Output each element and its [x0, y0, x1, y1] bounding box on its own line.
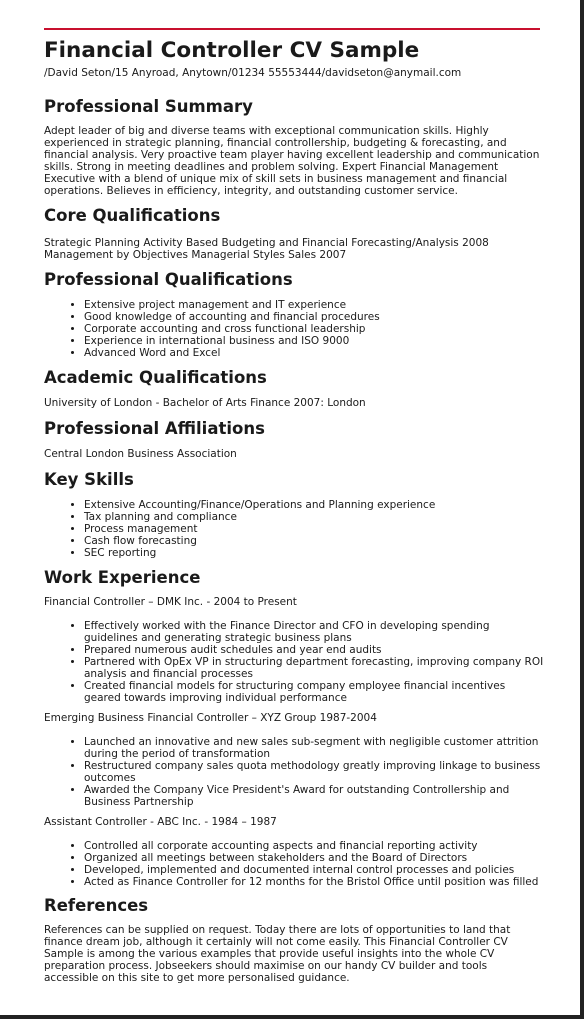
list-item: • SEC reporting — [84, 547, 544, 559]
job-title: Assistant Controller - ABC Inc. - 1984 – 1987 — [44, 816, 277, 828]
references-text: References can be supplied on request. Today there are lots of opportunities to land that finance dream job, although it certainly will not come easily. This Financial Controller CV Sample is among the various examples that provide useful insights into the whole CV preparation process. Jobseekers should maximise on our handy CV builder and tools accessible on this site to get more personalised guidance. — [44, 924, 511, 984]
references-heading: References — [44, 896, 149, 915]
prof-quals-list — [44, 299, 544, 359]
summary-heading: Professional Summary — [44, 97, 253, 116]
skills-heading: Key Skills — [44, 470, 134, 489]
academic-heading: Academic Qualifications — [44, 368, 267, 387]
list-item: • Acted as Finance Controller for 12 months for the Bristol Office until position was filled — [84, 876, 544, 888]
affiliations-heading: Professional Affiliations — [44, 419, 265, 438]
list-item: • Extensive project management and IT experience — [84, 299, 544, 311]
list-item: • Process management — [84, 523, 544, 535]
work-heading: Work Experience — [44, 568, 201, 587]
list-item: • Restructured company sales quota methodology greatly improving linkage to business outcomes — [84, 760, 544, 784]
list-item: • Developed, implemented and documented internal control processes and policies — [84, 864, 544, 876]
list-item: • Good knowledge of accounting and financial procedures — [84, 311, 544, 323]
summary-section — [44, 96, 544, 197]
skills-list — [44, 499, 544, 559]
list-item: • Launched an innovative and new sales sub-segment with negligible customer attrition during the period of transformation — [84, 736, 544, 760]
core-section — [44, 205, 544, 261]
cv-title: Financial Controller CV Sample — [44, 38, 420, 63]
prof-quals-heading: Professional Qualifications — [44, 270, 293, 289]
contact-line: /David Seton/15 Anyroad, Anytown/01234 55553444/davidseton@anymail.com — [44, 67, 462, 79]
academic-section — [44, 367, 544, 409]
list-item: • Created financial models for structuring company employee financial incentives geared towards improving individual performance — [84, 680, 544, 704]
list-item: • Tax planning and compliance — [84, 511, 544, 523]
job-duties-list — [44, 620, 544, 704]
header-rule — [44, 28, 540, 30]
academic-text: University of London - Bachelor of Arts Finance 2007: London — [44, 397, 366, 409]
job-duties-list — [44, 736, 544, 808]
core-text: Strategic Planning Activity Based Budgeting and Financial Forecasting/Analysis 2008 Management by Objectives Managerial Styles Sales 2007 — [44, 237, 489, 261]
references-section — [44, 895, 544, 984]
list-item: • Controlled all corporate accounting aspects and financial reporting activity — [84, 840, 544, 852]
affiliations-text: Central London Business Association — [44, 448, 237, 460]
list-item: • Prepared numerous audit schedules and year end audits — [84, 644, 544, 656]
job-title: Emerging Business Financial Controller – XYZ Group 1987-2004 — [44, 712, 377, 724]
affiliations-section — [44, 418, 544, 460]
list-item: • Partnered with OpEx VP in structuring department forecasting, improving company ROI analysis and financial processes — [84, 656, 544, 680]
work-section — [44, 567, 544, 888]
summary-text: Adept leader of big and diverse teams with exceptional communication skills. Highly experienced in strategic planning, financial controllership, budgeting & forecasting, and financial analysis. Very proactive team player having excellent leadership and communication skills. Strong in meeting deadlines and problem solving. Expert Financial Management Executive with a blend of unique mix of skill sets in business management and financial operations. Believes in efficiency, integrity, and outstanding customer service. — [44, 125, 540, 197]
prof-quals-section — [44, 269, 544, 359]
list-item: • Experience in international business and ISO 9000 — [84, 335, 544, 347]
list-item: • Extensive Accounting/Finance/Operations and Planning experience — [84, 499, 544, 511]
list-item: • Awarded the Company Vice President's Award for outstanding Controllership and Business Partnership — [84, 784, 544, 808]
job-title: Financial Controller – DMK Inc. - 2004 to Present — [44, 596, 297, 608]
list-item: • Organized all meetings between stakeholders and the Board of Directors — [84, 852, 544, 864]
core-heading: Core Qualifications — [44, 206, 221, 225]
list-item: • Effectively worked with the Finance Director and CFO in developing spending guidelines and generating strategic business plans — [84, 620, 544, 644]
list-item: • Cash flow forecasting — [84, 535, 544, 547]
job-duties-list — [44, 840, 544, 888]
list-item: • Corporate accounting and cross functional leadership — [84, 323, 544, 335]
list-item: • Advanced Word and Excel — [84, 347, 544, 359]
skills-section — [44, 469, 544, 559]
